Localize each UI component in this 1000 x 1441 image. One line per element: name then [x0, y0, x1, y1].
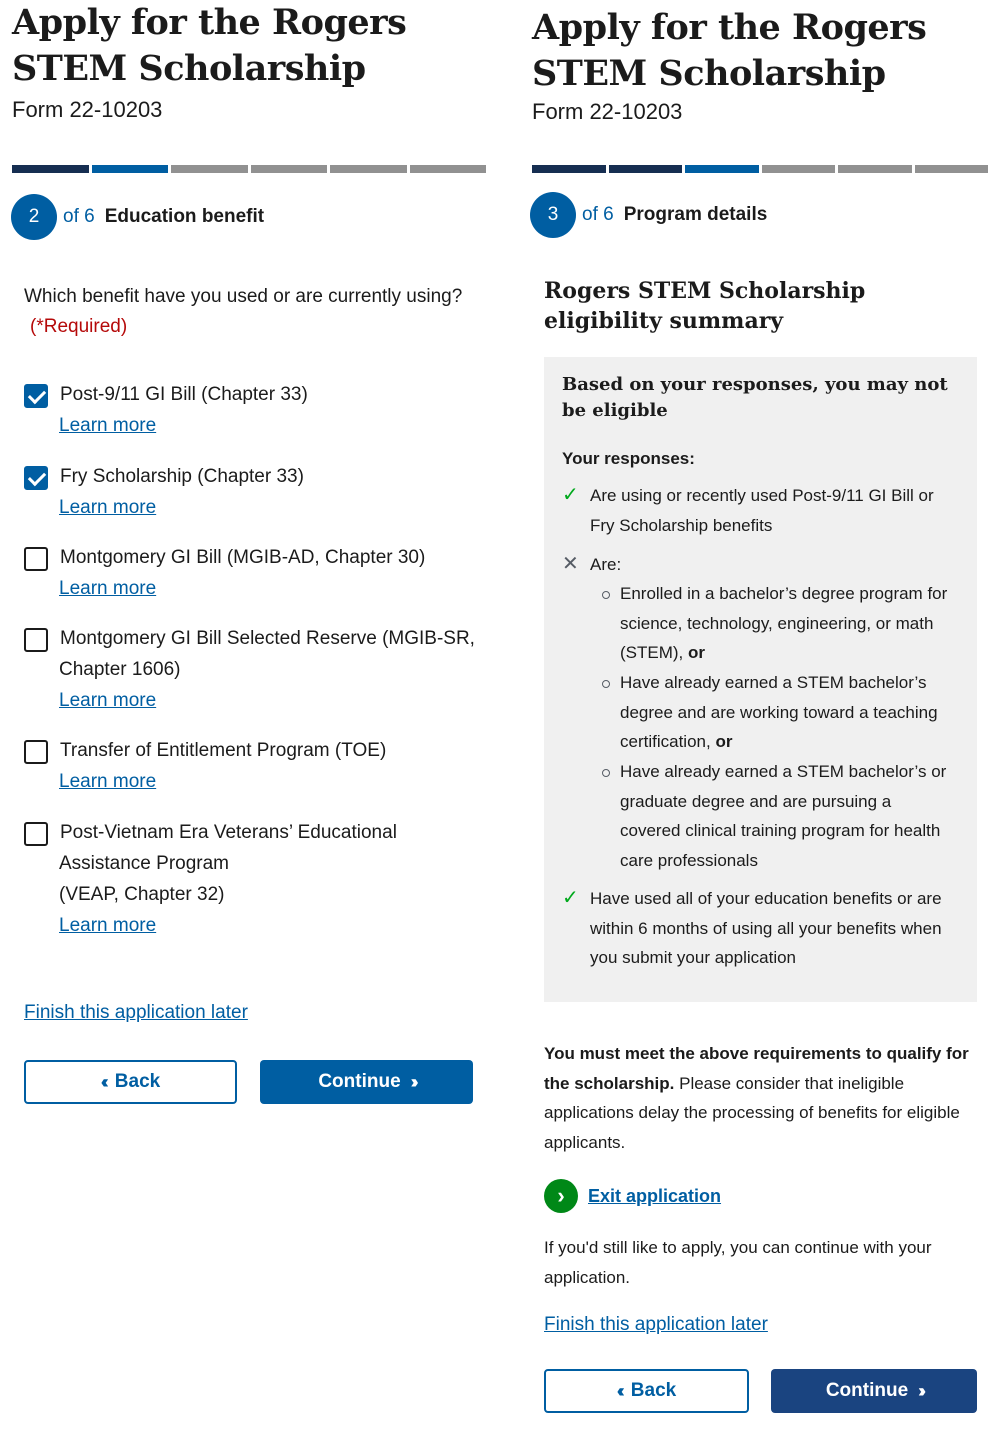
sub-requirement-item — [602, 579, 952, 668]
right-panel-program-details — [520, 0, 1000, 1441]
eligibility-summary-heading: Rogers STEM Scholarship eligibility summary — [544, 278, 866, 334]
check-icon: ✓ — [562, 887, 579, 909]
benefit-option-post-911[interactable] — [24, 382, 484, 441]
progress-segment-3 — [171, 165, 248, 173]
benefit-question — [24, 282, 484, 342]
continue-button[interactable] — [260, 1060, 473, 1104]
exit-application-link[interactable]: Exit application — [588, 1185, 722, 1206]
sub-requirement-or: or — [688, 643, 706, 662]
progress-bar — [532, 165, 988, 173]
option-label: Post-9/11 GI Bill (Chapter 33) — [60, 384, 308, 405]
step-number-badge: 3 — [530, 192, 576, 238]
checkbox-empty-icon[interactable] — [24, 740, 48, 764]
progress-segment-6 — [915, 165, 989, 173]
progress-segment-5 — [838, 165, 912, 173]
page-title-line-1: Apply for the Rogers — [532, 7, 927, 48]
chevron-right-double-icon: ›› — [410, 1071, 415, 1092]
response-item — [562, 550, 962, 580]
sub-requirement-text: Have already earned a STEM bachelor’s or graduate degree and are pursuing a covered clinical training program for health care professionals — [620, 762, 947, 870]
option-label: Montgomery GI Bill (MGIB-AD, Chapter 30) — [60, 547, 426, 568]
continue-button-label: Continue — [318, 1071, 401, 1092]
page-title-line-2: STEM Scholarship — [12, 48, 366, 89]
requirement-notice-bold: You must meet the above requirements to qualify for the scholarship. — [544, 1044, 969, 1093]
step-indicator — [530, 192, 767, 238]
step-indicator — [11, 194, 264, 240]
response-item — [562, 481, 962, 540]
progress-segment-3 — [685, 165, 759, 173]
response-text: Are: — [590, 555, 622, 574]
close-icon: ✕ — [562, 553, 579, 575]
learn-more-link[interactable]: Learn more — [59, 915, 157, 936]
option-label-line-2: Assistance Program — [59, 853, 230, 874]
required-marker: (*Required) — [30, 316, 128, 337]
benefit-option-fry[interactable] — [24, 464, 484, 523]
finish-later-link[interactable]: Finish this application later — [544, 1314, 768, 1335]
step-of-total: of 6 — [582, 204, 614, 225]
page-title-line-2: STEM Scholarship — [532, 53, 886, 94]
progress-segment-6 — [410, 165, 487, 173]
progress-segment-1 — [12, 165, 89, 173]
back-button-label: Back — [114, 1071, 161, 1092]
learn-more-link[interactable]: Learn more — [59, 690, 157, 711]
chevron-right-icon: › — [544, 1179, 578, 1213]
check-icon: ✓ — [562, 484, 579, 506]
circle-bullet-icon — [602, 591, 610, 599]
step-of-total: of 6 — [63, 206, 95, 227]
benefit-option-toe[interactable] — [24, 738, 484, 797]
progress-segment-2 — [609, 165, 683, 173]
learn-more-link[interactable]: Learn more — [59, 771, 157, 792]
circle-bullet-icon — [602, 680, 610, 688]
exit-application-action[interactable] — [544, 1179, 721, 1213]
form-number: Form 22-10203 — [12, 97, 163, 122]
progress-segment-2 — [92, 165, 169, 173]
page-title — [12, 0, 406, 92]
option-label-line-3: (VEAP, Chapter 32) — [59, 884, 225, 905]
continue-notice: If you'd still like to apply, you can continue with your application. — [544, 1238, 932, 1287]
finish-later-link[interactable]: Finish this application later — [24, 1002, 248, 1023]
benefit-option-veap[interactable] — [24, 820, 484, 941]
checkbox-checked-icon[interactable] — [24, 466, 48, 490]
response-text: Have used all of your education benefits or are within 6 months of using all your benefits when you submit your application — [590, 889, 942, 967]
checkbox-empty-icon[interactable] — [24, 628, 48, 652]
response-text: Are using or recently used Post-9/11 GI Bill or Fry Scholarship benefits — [590, 486, 934, 535]
sub-requirement-text — [602, 579, 952, 668]
progress-bar — [12, 165, 486, 173]
your-responses-label: Your responses: — [562, 449, 695, 468]
page-title — [532, 5, 926, 97]
checkbox-empty-icon[interactable] — [24, 822, 48, 846]
question-text: Which benefit have you used or are currently using? — [24, 286, 463, 307]
form-number: Form 22-10203 — [532, 99, 683, 124]
requirement-notice-text: Please consider that ineligible applications delay the processing of benefits for eligible applicants. — [544, 1073, 960, 1152]
step-number-badge: 2 — [11, 194, 57, 240]
option-label: Transfer of Entitlement Program (TOE) — [60, 740, 387, 761]
option-label: Post-Vietnam Era Veterans’ Educational — [60, 822, 397, 843]
chevron-left-double-icon: ‹‹ — [100, 1071, 105, 1092]
step-name: Education benefit — [104, 206, 265, 227]
checkbox-empty-icon[interactable] — [24, 547, 48, 571]
step-name: Program details — [623, 204, 768, 225]
learn-more-link[interactable]: Learn more — [59, 415, 157, 436]
circle-bullet-icon — [602, 769, 610, 777]
learn-more-link[interactable]: Learn more — [59, 497, 157, 518]
progress-segment-4 — [762, 165, 836, 173]
progress-segment-5 — [330, 165, 407, 173]
sub-requirement-text — [602, 668, 952, 757]
checkbox-checked-icon[interactable] — [24, 384, 48, 408]
benefit-option-mgib-ad[interactable] — [24, 545, 484, 604]
benefit-option-mgib-sr[interactable] — [24, 626, 484, 716]
chevron-right-double-icon: ›› — [918, 1380, 923, 1401]
back-button[interactable] — [544, 1369, 749, 1413]
sub-requirement-main: Enrolled in a bachelor’s degree program for science, technology, engineering, or math (STEM), — [620, 584, 948, 662]
sub-requirement-or: or — [715, 732, 733, 751]
eligibility-result-heading: Based on your responses, you may not be eligible — [562, 374, 948, 421]
eligibility-summary-box — [544, 357, 977, 1002]
sub-requirement-item — [602, 668, 952, 757]
continue-button-label: Continue — [825, 1380, 909, 1401]
option-label-line-2: Chapter 1606) — [59, 659, 181, 680]
sub-requirement-item — [602, 757, 952, 875]
progress-segment-4 — [251, 165, 328, 173]
option-label: Fry Scholarship (Chapter 33) — [60, 466, 304, 487]
sub-requirement-main: Have already earned a STEM bachelor’s degree and are working toward a teaching certification, — [620, 673, 938, 751]
requirement-notice — [544, 1039, 976, 1157]
back-button[interactable] — [24, 1060, 237, 1104]
continue-button[interactable] — [771, 1369, 977, 1413]
page-title-line-1: Apply for the Rogers — [12, 2, 407, 43]
response-item — [562, 884, 962, 973]
back-button-label: Back — [630, 1380, 677, 1401]
chevron-left-double-icon: ‹‹ — [616, 1380, 621, 1401]
option-label: Montgomery GI Bill Selected Reserve (MGIB-SR, — [60, 628, 475, 649]
learn-more-link[interactable]: Learn more — [59, 578, 157, 599]
progress-segment-1 — [532, 165, 606, 173]
